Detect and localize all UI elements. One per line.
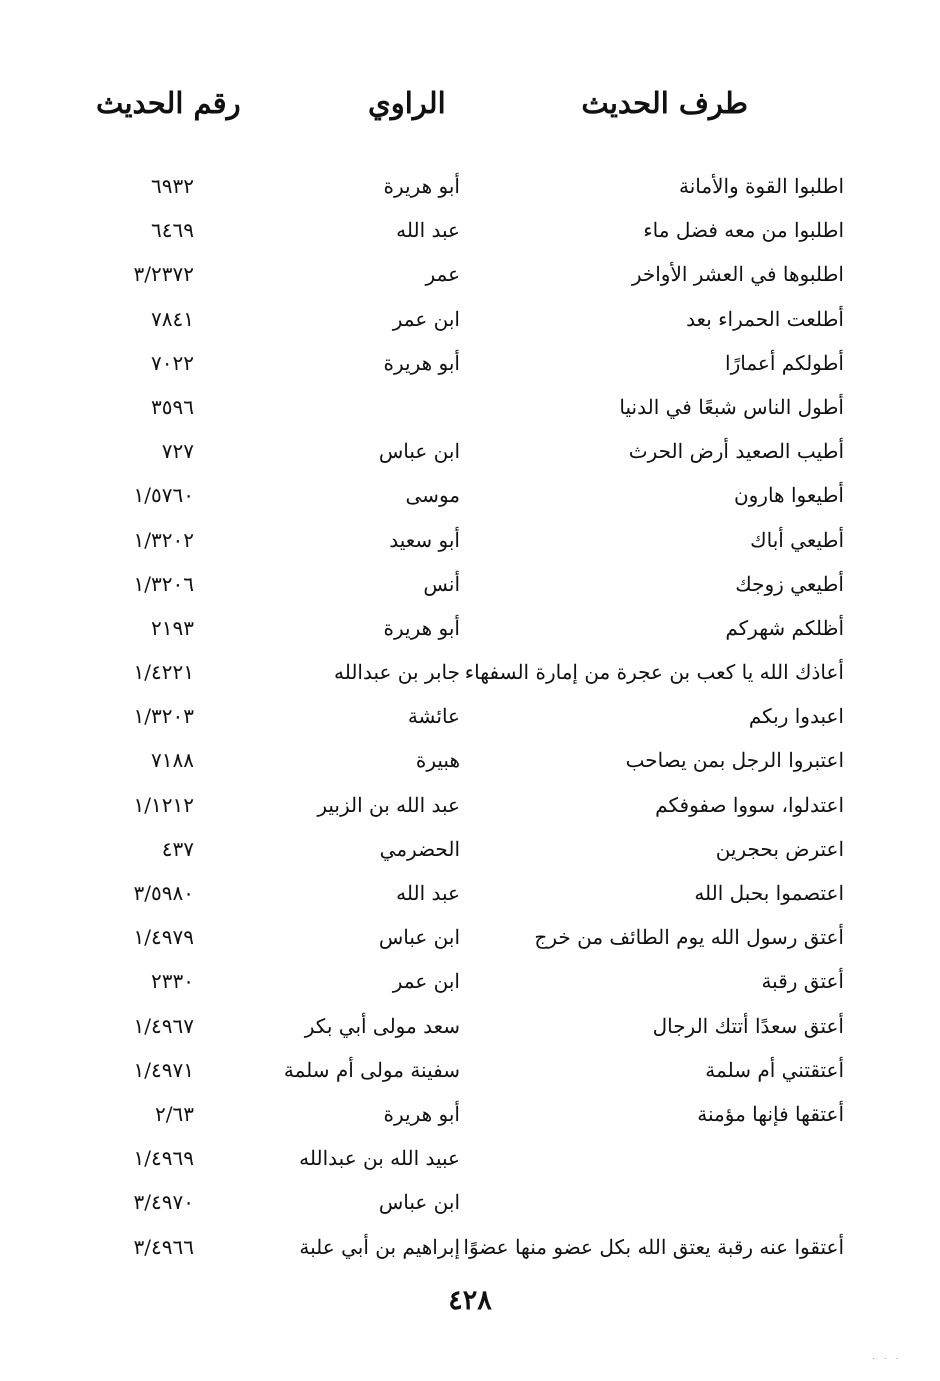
hadith-index-list — [0, 164, 940, 1269]
hadith-number: ٣٥٩٦ — [151, 394, 194, 419]
narrator: هبيرة — [415, 748, 460, 773]
hadith-beginning: أعاذك الله يا كعب بن عجرة من إمارة السفهاء — [464, 660, 844, 685]
narrator: ابن عمر — [392, 306, 460, 331]
narrator: عبد الله — [396, 881, 460, 905]
hadith-number: ١/٣٢٠٦ — [133, 571, 194, 596]
table-row — [0, 959, 940, 1003]
table-row — [0, 606, 940, 650]
hadith-number: ١/٤٩٦٩ — [133, 1146, 194, 1171]
header-narrator: الراوي — [368, 86, 446, 120]
table-row — [0, 1180, 940, 1224]
header-hadith-beginning: طرف الحديث — [581, 86, 748, 120]
hadith-beginning: اعبدوا ربكم — [748, 704, 844, 729]
hadith-number: ٦٤٦٩ — [151, 218, 194, 243]
hadith-beginning: اعتبروا الرجل بمن يصاحب — [625, 748, 844, 773]
narrator: جابر بن عبدالله — [333, 660, 460, 685]
hadith-beginning: أطيب الصعيد أرض الحرث — [628, 439, 844, 464]
narrator: أبو هريرة — [383, 350, 460, 375]
hadith-beginning: أطول الناس شبعًا في الدنيا — [619, 394, 844, 419]
narrator: أبو سعيد — [389, 527, 460, 552]
hadith-number: ١/٤٢٢١ — [133, 660, 194, 685]
table-row — [0, 738, 940, 782]
hadith-beginning: اعترض بحجرين — [715, 836, 844, 861]
table-row — [0, 1048, 940, 1092]
narrator: عمر — [425, 262, 460, 287]
hadith-number: ٢١٩٣ — [151, 615, 194, 640]
hadith-number: ٧٨٤١ — [151, 306, 194, 331]
table-row — [0, 518, 940, 562]
narrator: أنس — [423, 571, 460, 596]
hadith-number: ٣/٤٩٧٠ — [133, 1190, 194, 1215]
narrator: أبو هريرة — [383, 1101, 460, 1126]
hadith-beginning: أعتق سعدًا أتتك الرجال — [652, 1013, 844, 1038]
hadith-number: ١/٥٧٦٠ — [133, 483, 194, 508]
table-row — [0, 252, 940, 296]
hadith-number: ١/١٢١٢ — [133, 792, 194, 817]
hadith-beginning: أطلعت الحمراء بعد — [686, 306, 844, 331]
table-row — [0, 915, 940, 959]
narrator: عبيد الله بن عبدالله — [299, 1146, 460, 1171]
hadith-beginning: اطلبوها في العشر الأواخر — [631, 262, 844, 287]
narrator: موسى — [405, 483, 460, 508]
narrator: عبد الله — [396, 218, 460, 243]
table-row — [0, 1136, 940, 1180]
narrator: الحضرمي — [379, 836, 460, 861]
table-row — [0, 297, 940, 341]
narrator: إبراهيم بن أبي علبة — [299, 1234, 460, 1259]
hadith-number: ٧١٨٨ — [151, 748, 194, 773]
header-hadith-number: رقم الحديث — [96, 86, 241, 120]
hadith-number: ٢/٦٣ — [155, 1101, 194, 1126]
scan-speck-marks: . . . — [872, 1352, 902, 1362]
narrator: ابن عمر — [392, 969, 460, 994]
hadith-number: ٢٣٣٠ — [151, 969, 194, 994]
hadith-beginning: اعتدلوا، سووا صفوفكم — [655, 792, 844, 817]
hadith-number: ٣/٥٩٨٠ — [133, 881, 194, 905]
table-row — [0, 562, 940, 606]
table-row — [0, 1092, 940, 1136]
narrator: عائشة — [407, 704, 460, 729]
hadith-number: ١/٤٩٧٩ — [133, 925, 194, 950]
hadith-number: ٧٢٧ — [161, 439, 194, 464]
narrator: أبو هريرة — [383, 174, 460, 198]
narrator: ابن عباس — [378, 1190, 460, 1215]
narrator: سعد مولى أبي بكر — [304, 1013, 460, 1038]
hadith-beginning: أعتقتني أم سلمة — [705, 1057, 844, 1082]
hadith-beginning: أطيعي زوجك — [735, 571, 844, 596]
page-number: ٤٢٨ — [448, 1285, 492, 1316]
hadith-beginning: أظلكم شهركم — [725, 615, 844, 640]
hadith-beginning: اعتصموا بحبل الله — [694, 881, 844, 905]
narrator: أبو هريرة — [383, 615, 460, 640]
table-row — [0, 827, 940, 871]
table-row — [0, 694, 940, 738]
hadith-beginning: أطيعي أباك — [750, 527, 844, 552]
hadith-beginning: أعتق رقبة — [761, 969, 844, 994]
table-row — [0, 208, 940, 252]
hadith-beginning: أعتقها فإنها مؤمنة — [697, 1101, 844, 1126]
hadith-number: ١/٤٩٧١ — [133, 1057, 194, 1082]
hadith-beginning: أعتق رسول الله يوم الطائف من خرج — [534, 925, 844, 950]
table-row — [0, 783, 940, 827]
table-row — [0, 871, 940, 915]
table-row — [0, 385, 940, 429]
table-row — [0, 473, 940, 517]
hadith-number: ١/٣٢٠٣ — [133, 704, 194, 729]
table-header — [0, 86, 940, 136]
hadith-number: ٤٣٧ — [161, 836, 194, 861]
hadith-number: ١/٣٢٠٢ — [133, 527, 194, 552]
narrator: سفينة مولى أم سلمة — [283, 1057, 460, 1082]
hadith-number: ٦٩٣٢ — [151, 174, 194, 198]
table-row — [0, 429, 940, 473]
table-row — [0, 1225, 940, 1269]
narrator: ابن عباس — [378, 439, 460, 464]
hadith-number: ٣/٢٣٧٢ — [133, 262, 194, 287]
narrator: عبد الله بن الزبير — [317, 792, 460, 817]
hadith-beginning: اطلبوا القوة والأمانة — [678, 174, 844, 198]
hadith-number: ٧٠٢٢ — [151, 350, 194, 375]
table-row — [0, 164, 940, 208]
hadith-beginning: اطلبوا من معه فضل ماء — [643, 218, 844, 243]
hadith-beginning: أعتقوا عنه رقبة يعتق الله بكل عضو منها عضوًا — [463, 1234, 844, 1259]
narrator: ابن عباس — [378, 925, 460, 950]
table-row — [0, 1004, 940, 1048]
table-row — [0, 341, 940, 385]
hadith-beginning: أطولكم أعمارًا — [725, 350, 844, 375]
table-row — [0, 650, 940, 694]
hadith-beginning: أطيعوا هارون — [733, 483, 844, 508]
hadith-number: ١/٤٩٦٧ — [133, 1013, 194, 1038]
hadith-number: ٣/٤٩٦٦ — [133, 1234, 194, 1259]
